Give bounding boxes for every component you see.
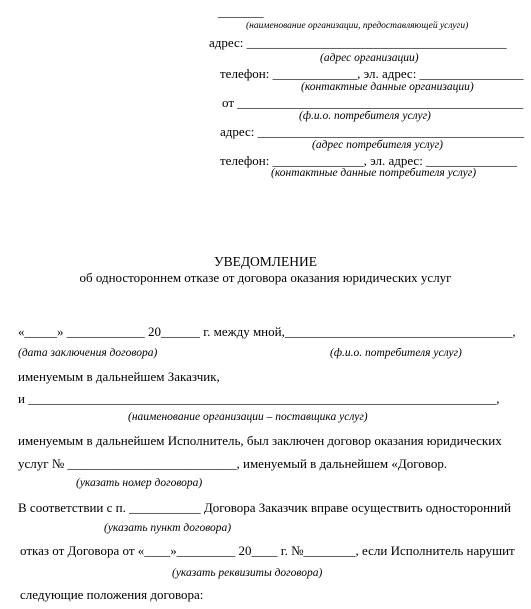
- provider-caption: (наименование организации – поставщика услуг): [128, 411, 368, 423]
- contract-date-caption: (дата заключения договора): [18, 347, 158, 359]
- from-line: от ____________________________________________: [222, 95, 524, 110]
- customer-named-line: именуемым в дальнейшем Заказчик,: [18, 369, 220, 384]
- org-address-caption: (адрес организации): [320, 52, 419, 64]
- consumer-phone-line: телефон: ______________, эл. адрес: ______________: [220, 153, 518, 168]
- contract-number-caption: (указать номер договора): [76, 477, 203, 489]
- org-name-caption: (наименование организации, предоставляющей услуги): [246, 21, 469, 31]
- contract-number-line: услуг № __________________________, именуемый в дальнейшем «Договор.: [18, 456, 448, 471]
- org-phone-line: телефон: _____________, эл. адрес: ________________: [220, 66, 524, 81]
- consumer-fio-caption: (ф.и.о. потребителя услуг): [330, 347, 462, 359]
- consumer-name-caption: (ф.и.о. потребителя услуг): [299, 110, 431, 122]
- details-caption: (указать реквизиты договора): [172, 567, 323, 579]
- document-subtitle: об одностороннем отказе от договора оказания юридических услуг: [79, 270, 452, 285]
- consumer-address-line: адрес: _________________________________________: [220, 124, 525, 139]
- consumer-contacts-caption: (контактные данные потребителя услуг): [271, 167, 477, 179]
- clause-line: В соответствии с п. ___________ Договора Заказчик вправе осуществить односторонний: [18, 500, 511, 515]
- contract-date-line: «_____» ____________ 20______ г. между мной,___________________________________,: [18, 324, 516, 339]
- provider-line: и ________________________________________________________________________,: [18, 391, 500, 406]
- refusal-line: отказ от Договора от «____»_________ 20____ г. №________, если Исполнитель нарушит: [20, 543, 515, 558]
- org-contacts-caption: (контактные данные организации): [301, 81, 474, 93]
- document-title: УВЕДОМЛЕНИЕ: [214, 254, 317, 269]
- clause-caption: (указать пункт договора): [104, 522, 232, 534]
- executor-line: именуемым в дальнейшем Исполнитель, был заключен договор оказания юридических: [18, 433, 502, 448]
- provisions-line: следующие положения договора:: [20, 587, 204, 602]
- top-blank-line: _______: [218, 4, 264, 19]
- consumer-address-caption: (адрес потребителя услуг): [312, 139, 443, 151]
- org-address-line: адрес: ________________________________________: [209, 35, 507, 50]
